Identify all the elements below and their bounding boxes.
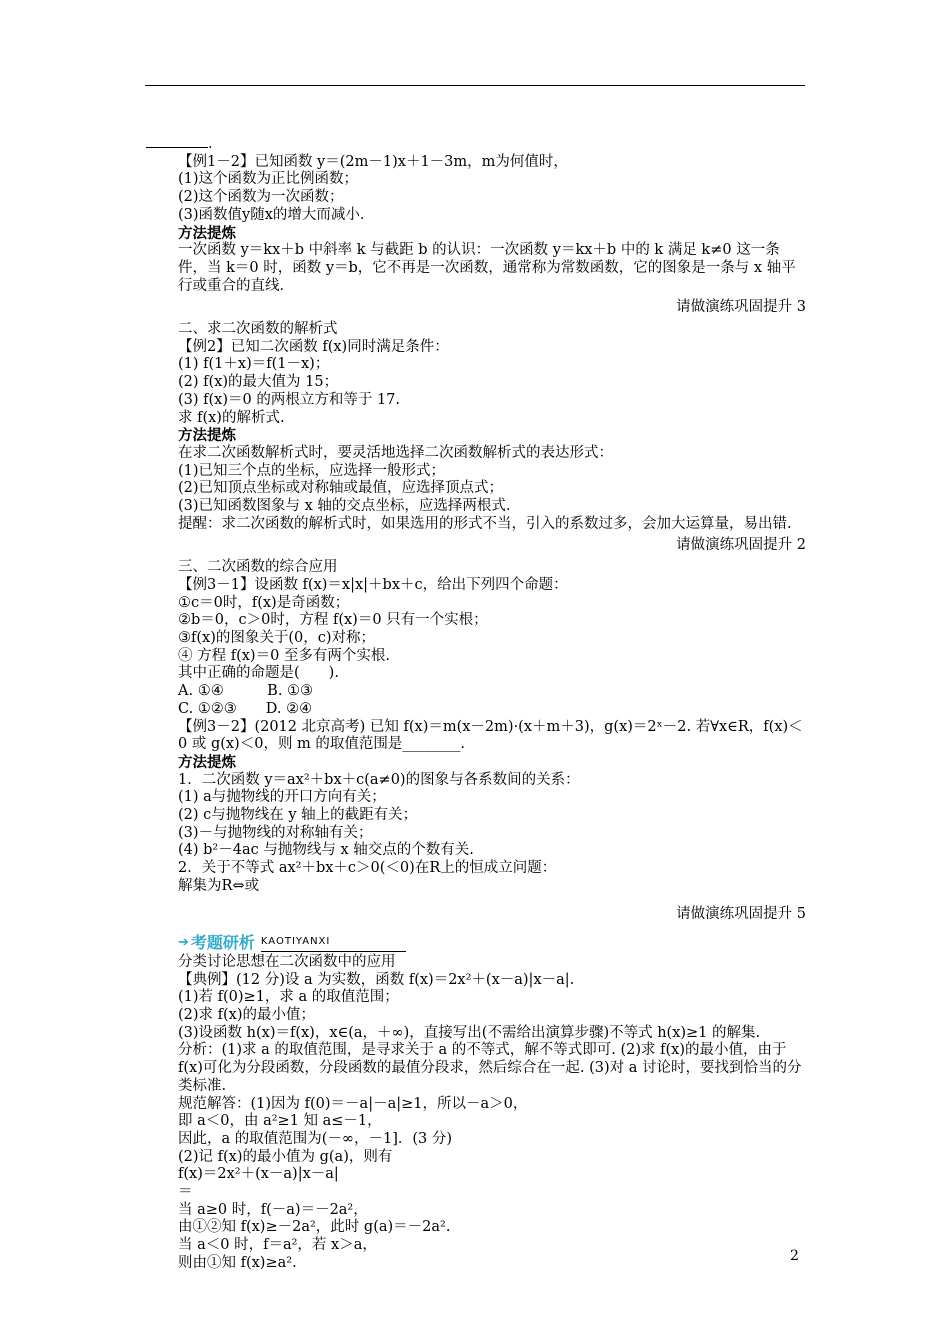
text-line: 其中正确的命题是( ). bbox=[178, 665, 339, 682]
text-line: 即 a＜0，由 a²≥1 知 a≤－1， bbox=[178, 1113, 382, 1130]
text-line: ①c＝0时，f(x)是奇函数； bbox=[178, 594, 350, 611]
text-line: 2．关于不等式 ax²＋bx＋c＞0(＜0)在R上的恒成立问题： bbox=[178, 860, 557, 877]
text-line: (2) c与抛物线在 y 轴上的截距有关； bbox=[178, 807, 418, 824]
text-line: ②b＝0，c＞0时，方程 f(x)＝0 只有一个实根； bbox=[178, 612, 488, 629]
text-line: ④ 方程 f(x)＝0 至多有两个实根. bbox=[178, 647, 391, 664]
page-number: 2 bbox=[790, 1248, 799, 1264]
text-line: 求 f(x)的解析式. bbox=[178, 409, 285, 426]
text-line: 1．二次函数 y＝ax²＋bx＋c(a≠0)的图象与各系数间的关系： bbox=[178, 771, 580, 788]
header-rule bbox=[145, 85, 805, 86]
practice-ref: 请做演练巩固提升 3 bbox=[676, 299, 806, 316]
paragraph: 提醒：求二次函数的解析式时，如果选用的形式不当，引入的系数过多，会加大运算量，易出错. bbox=[178, 515, 792, 532]
paragraph: 分析：(1)求 a 的取值范围，是寻求关于 a 的不等式，解不等式即可. (2)求 f(x)的最小值，由于 f(x)可化为分段函数，分段函数的最值分段求，然后综合在一起. (3)对 a 讨论时，要找到恰当的分类标准. bbox=[178, 1042, 802, 1094]
section-heading: 方法提炼 bbox=[178, 753, 236, 771]
text-line: (2)这个函数为一次函数； bbox=[178, 189, 344, 206]
banner-subtitle: KAOTIYANXI bbox=[261, 933, 406, 952]
arrow-icon: ➔ bbox=[178, 935, 189, 951]
text-line: (1) f(1＋x)＝f(1－x)； bbox=[178, 356, 330, 373]
paragraph: (3)设函数 h(x)＝f(x)，x∈(a，＋∞)，直接写出(不需给出演算步骤)不等式 h(x)≥1 的解集. bbox=[178, 1024, 761, 1041]
section-heading: 方法提炼 bbox=[178, 427, 236, 445]
text-line: (3)已知函数图象与 x 轴的交点坐标，应选择两根式. bbox=[178, 498, 511, 515]
text-line: f(x)＝2x²＋(x－a)|x－a| bbox=[178, 1166, 339, 1183]
text-line: (2)求 f(x)的最小值； bbox=[178, 1007, 316, 1024]
text-line: ③f(x)的图象关于(0，c)对称； bbox=[178, 629, 376, 646]
practice-ref: 请做演练巩固提升 5 bbox=[676, 905, 806, 922]
section-title: 三、二次函数的综合应用 bbox=[178, 559, 338, 576]
text-line: 当 a≥0 时，f(－a)＝－2a²， bbox=[178, 1201, 368, 1218]
text-line: 当 a＜0 时，f＝a²，若 x＞a， bbox=[178, 1237, 377, 1254]
text-line: 解集为R⇔或 bbox=[178, 877, 260, 894]
document-body bbox=[178, 136, 806, 1273]
choice-line: A. ①④ B. ①③ bbox=[178, 683, 314, 700]
section-heading: 方法提炼 bbox=[178, 224, 236, 242]
answer-blank bbox=[146, 147, 208, 148]
paragraph: 一次函数 y＝kx＋b 中斜率 k 与截距 b 的认识：一次函数 y＝kx＋b 中的 k 满足 k≠0 这一条件，当 k＝0 时，函数 y＝b，它不再是一次函数，通常称为常数函数，它的图象是一条与 x 轴平行或重合的直线． bbox=[178, 242, 796, 294]
text-line: (2)记 f(x)的最小值为 g(a)，则有 bbox=[178, 1148, 393, 1165]
text-line: 由①②知 f(x)≥－2a²，此时 g(a)＝－2a². bbox=[178, 1219, 451, 1236]
text-line: 规范解答：(1)因为 f(0)＝－a|－a|≥1，所以－a＞0， bbox=[178, 1095, 528, 1112]
text-line: 【例2】已知二次函数 f(x)同时满足条件： bbox=[178, 338, 449, 355]
text-line: (3)函数值y随x的增大而减小． bbox=[178, 206, 375, 223]
text-line: (2)已知顶点坐标或对称轴或最值，应选择顶点式； bbox=[178, 480, 504, 497]
text-line: 因此，a 的取值范围为(－∞，－1]．(3 分) bbox=[178, 1130, 453, 1147]
paragraph: 【例3－2】(2012 北京高考) 已知 f(x)＝m(x－2m)·(x＋m＋3)，g(x)＝2ˣ－2. 若∀x∈R，f(x)＜0 或 g(x)＜0，则 m 的取值范围是________. bbox=[178, 718, 803, 753]
text-line bbox=[178, 136, 806, 154]
banner-title: 考题研析 bbox=[190, 933, 255, 953]
text-line: (1)已知三个点的坐标，应选择一般形式； bbox=[178, 462, 446, 479]
text-line: (1) a与抛物线的开口方向有关； bbox=[178, 789, 386, 806]
section-title: 二、求二次函数的解析式 bbox=[178, 321, 338, 338]
text-line: (1)这个函数为正比例函数； bbox=[178, 171, 359, 188]
text-line: 则由①知 f(x)≥a². bbox=[178, 1254, 297, 1271]
text-line: (4) b²－4ac 与抛物线与 x 轴交点的个数有关. bbox=[178, 842, 474, 859]
text-line: 【典例】(12 分)设 a 为实数，函数 f(x)＝2x²＋(x－a)|x－a|. bbox=[178, 971, 575, 988]
blank-period: ． bbox=[208, 136, 223, 152]
text-line: 在求二次函数解析式时，要灵活地选择二次函数解析式的表达形式： bbox=[178, 444, 613, 461]
text-line: (3) f(x)＝0 的两根立方和等于 17. bbox=[178, 391, 401, 408]
text-line: 分类讨论思想在二次函数中的应用 bbox=[178, 953, 396, 970]
text-line: ＝ bbox=[178, 1184, 193, 1201]
text-line: 【例3－1】设函数 f(x)＝x|x|＋bx＋c，给出下列四个命题： bbox=[178, 576, 568, 593]
section-banner bbox=[178, 933, 806, 952]
practice-ref: 请做演练巩固提升 2 bbox=[676, 537, 806, 554]
choice-line: C. ①②③ D. ②④ bbox=[178, 700, 313, 717]
text-line: (3)－与抛物线的对称轴有关； bbox=[178, 824, 373, 841]
text-line: (1)若 f(0)≥1，求 a 的取值范围； bbox=[178, 989, 399, 1006]
text-line: (2) f(x)的最大值为 15； bbox=[178, 374, 339, 391]
text-line: 【例1－2】已知函数 y＝(2m－1)x＋1－3m，m为何值时， bbox=[178, 153, 568, 170]
